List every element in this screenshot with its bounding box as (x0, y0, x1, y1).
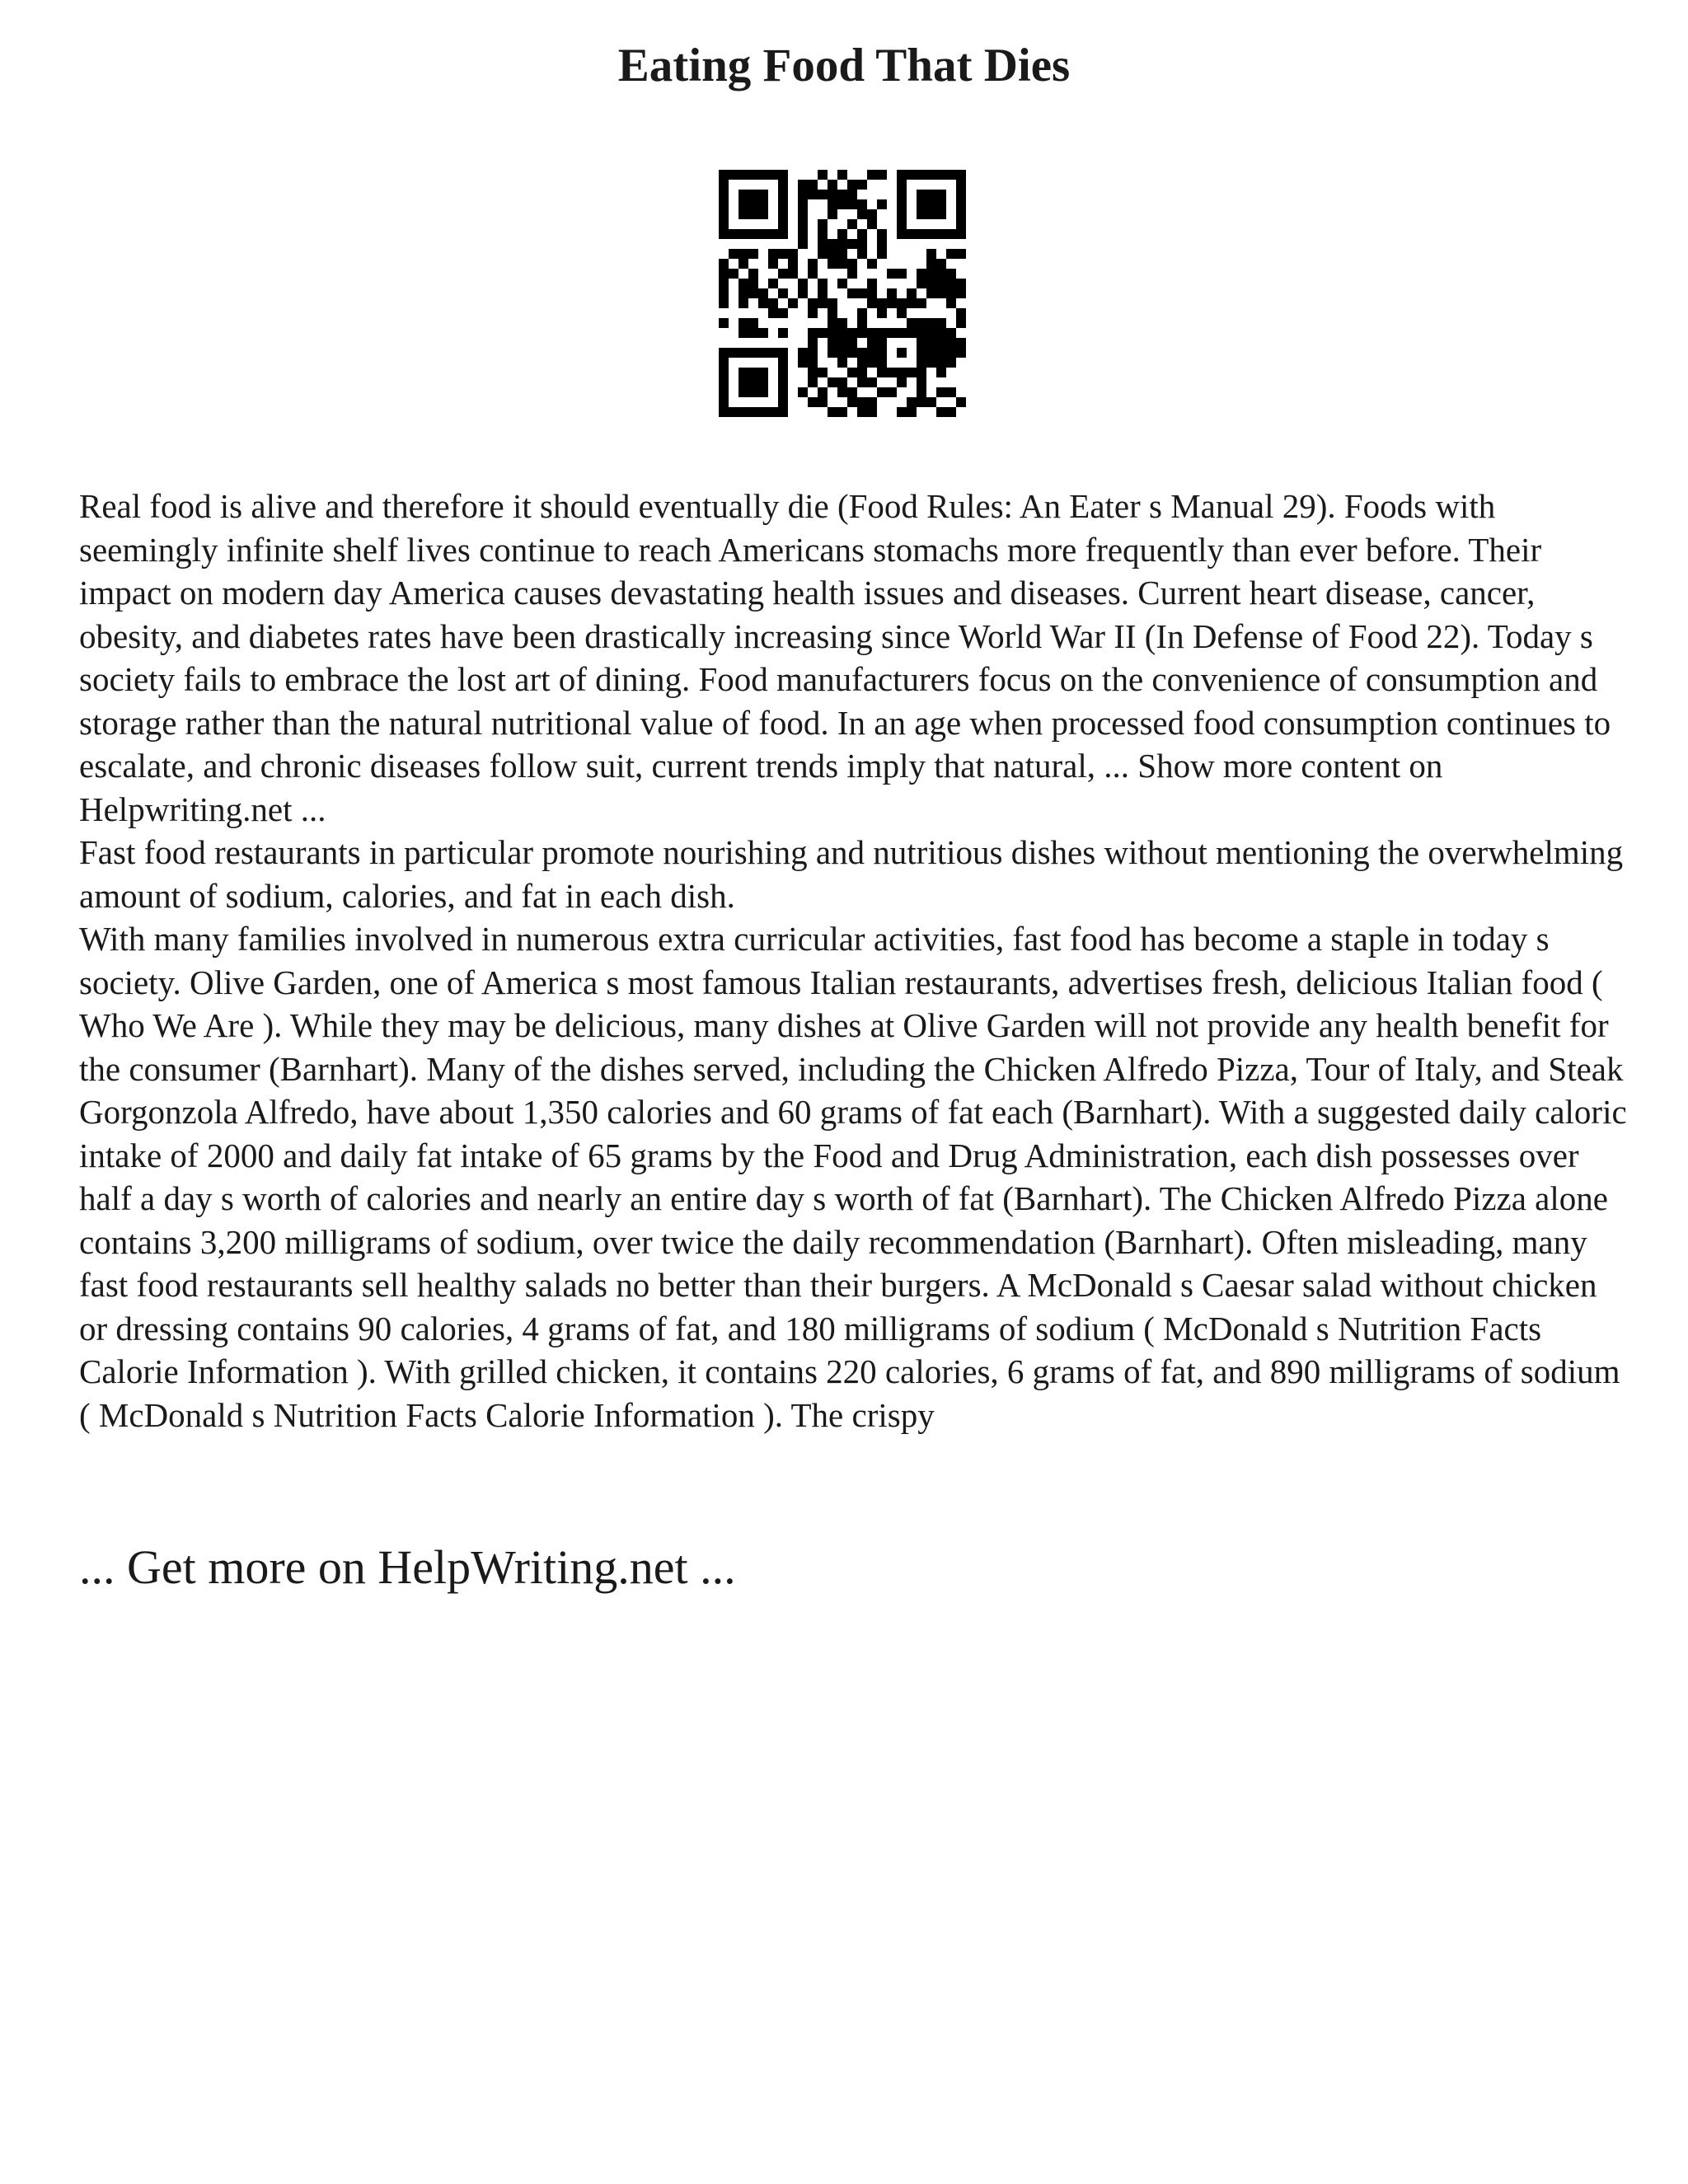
page-title: Eating Food That Dies (617, 40, 1071, 91)
qr-code-graphic (719, 170, 966, 417)
paragraph: Real food is alive and therefore it should eventually die (Food Rules: An Eater s Manual 29). Foods with seemingly infinite shelf lives continue to reach Americans stomachs more frequently than ever before. Their impact on modern day America causes devastating health issues and diseases. Current heart disease, cancer, obesity, and diabetes rates have been drastically increasing since World War II (In Defense of Food 22). Today s society fails to embrace the lost art of dining. Food manufacturers focus on the convenience of consumption and storage rather than the natural nutritional value of food. In an age when processed food consumption continues to escalate, and chronic diseases follow suit, current trends imply that natural, ... Show more content on Helpwriting.net ... (79, 487, 1611, 828)
paragraph: Fast food restaurants in particular promote nourishing and nutritious dishes without mentioning the overwhelming amount of sodium, calories, and fat in each dish. (79, 833, 1624, 915)
qr-code-icon (719, 170, 966, 417)
paragraph: With many families involved in numerous extra curricular activities, fast food has become a staple in today s society. Olive Garden, one of America s most famous Italian restaurants, advertises fresh, delicious Italian food ( Who We Are ). While they may be delicious, many dishes at Olive Garden will not provide any health benefit for the consumer (Barnhart). Many of the dishes served, including the Chicken Alfredo Pizza, Tour of Italy, and Steak Gorgonzola Alfredo, have about 1,350 calories and 60 grams of fat each (Barnhart). With a suggested daily caloric intake of 2000 and daily fat intake of 65 grams by the Food and Drug Administration, each dish possesses over half a day s worth of calories and nearly an entire day s worth of fat (Barnhart). The Chicken Alfredo Pizza alone contains 3,200 milligrams of sodium, over twice the daily recommendation (Barnhart). Often misleading, many fast food restaurants sell healthy salads no better than their burgers. A McDonald s Caesar salad without chicken or dressing contains 90 calories, 4 grams of fat, and 180 milligrams of sodium ( McDonald s Nutrition Facts Calorie Information ). With grilled chicken, it contains 220 calories, 6 grams of fat, and 890 milligrams of sodium ( McDonald s Nutrition Facts Calorie Information ). The crispy (79, 920, 1627, 1434)
article-body (79, 485, 1629, 1436)
get-more-link[interactable]: ... Get more on HelpWriting.net ... (79, 1540, 736, 1594)
